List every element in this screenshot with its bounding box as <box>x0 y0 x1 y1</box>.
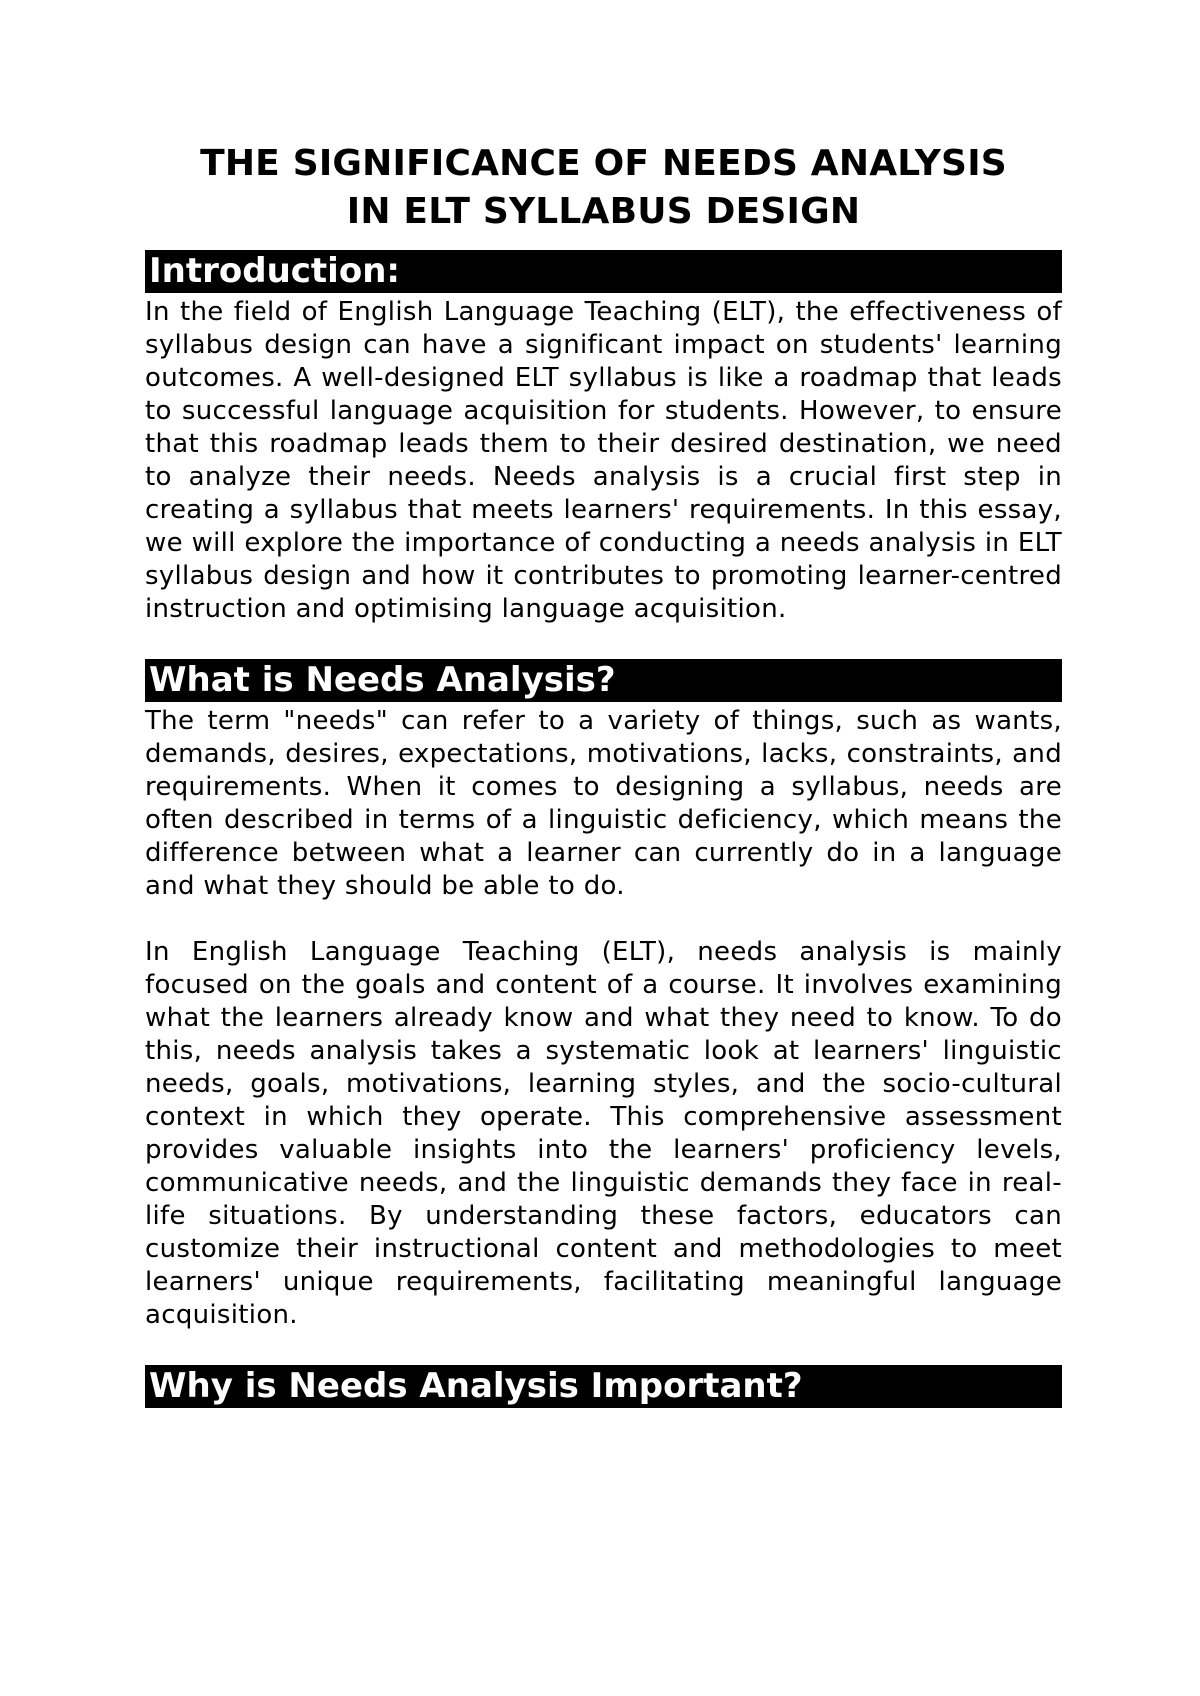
section-introduction <box>145 250 1062 626</box>
paragraph-needs-in-elt: In English Language Teaching (ELT), needs analysis is mainly focused on the goals and content of a course. It involves examining what the learners already know and what they need to know. To do this, needs analysis takes a systematic look at learners' linguistic needs, goals, motivations, learning styles, and the socio-cultural context in which they operate. This comprehensive assessment provides valuable insights into the learners' proficiency levels, communicative needs, and the linguistic demands they face in real-life situations. By understanding these factors, educators can customize their instructional content and methodologies to meet learners' unique requirements, facilitating meaningful language acquisition. <box>145 937 1062 1330</box>
section-what-is-needs-analysis <box>145 659 1062 1332</box>
document-page <box>145 140 1062 1411</box>
title-line-2: IN ELT SYLLABUS DESIGN <box>346 191 861 232</box>
section-heading-what-is-needs-analysis: What is Needs Analysis? <box>145 659 1062 702</box>
section-heading-introduction: Introduction: <box>145 250 1062 293</box>
section-heading-why-important: Why is Needs Analysis Important? <box>145 1365 1062 1408</box>
title-line-1: THE SIGNIFICANCE OF NEEDS ANALYSIS <box>200 143 1007 184</box>
spacer <box>145 1332 1062 1365</box>
section-why-important <box>145 1365 1062 1408</box>
document-title <box>145 140 1062 236</box>
spacer <box>145 626 1062 659</box>
paragraph-needs-definition: The term "needs" can refer to a variety of things, such as wants, demands, desires, expectations, motivations, lacks, constraints, and requirements. When it comes to designing a syllabus, needs are often described in terms of a linguistic deficiency, which means the difference between what a learner can currently do in a language and what they should be able to do. <box>145 706 1062 901</box>
paragraph-introduction: In the field of English Language Teaching (ELT), the effectiveness of syllabus design can have a significant impact on students' learning outcomes. A well-designed ELT syllabus is like a roadmap that leads to successful language acquisition for students. However, to ensure that this roadmap leads them to their desired destination, we need to analyze their needs. Needs analysis is a crucial first step in creating a syllabus that meets learners' requirements. In this essay, we will explore the importance of conducting a needs analysis in ELT syllabus design and how it contributes to promoting learner-centred instruction and optimising language acquisition. <box>145 297 1062 624</box>
spacer <box>145 903 1062 936</box>
